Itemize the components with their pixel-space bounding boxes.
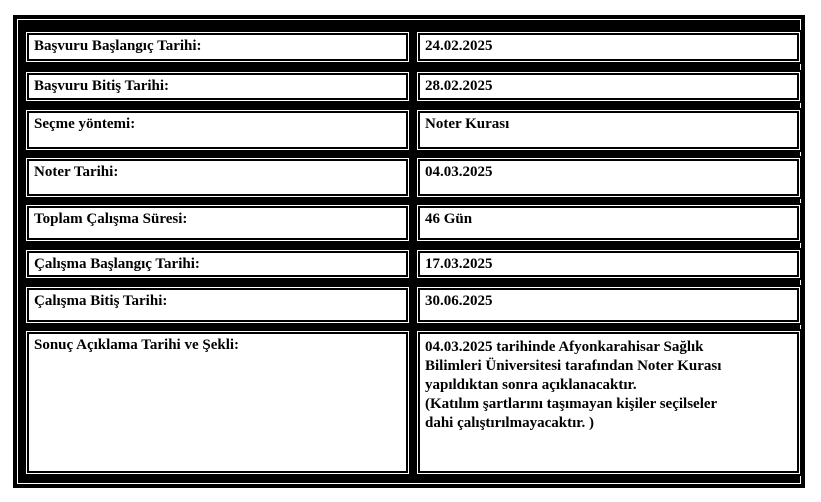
row-value: 46 Gün	[418, 206, 799, 240]
row-label: Toplam Çalışma Süresi:	[27, 206, 408, 240]
table-row-label-cell	[26, 110, 409, 150]
row-label: Sonuç Açıklama Tarihi ve Şekli:	[27, 332, 408, 473]
table-row-value-cell	[417, 205, 800, 241]
row-value: 04.03.2025	[418, 159, 799, 196]
row-value: 17.03.2025	[418, 251, 799, 277]
table-row-value-cell	[417, 287, 800, 323]
table-row-value-cell	[417, 32, 800, 62]
table-row-label-cell	[26, 250, 409, 278]
value-line: Bilimleri Üniversitesi tarafından Noter Kurası	[425, 358, 722, 374]
row-value: Noter Kurası	[418, 111, 799, 149]
table-row-label-cell	[26, 158, 409, 197]
row-value: 30.06.2025	[418, 288, 799, 322]
row-value: 28.02.2025	[418, 73, 799, 100]
row-value-multiline	[418, 332, 799, 473]
table-row-label-cell	[26, 205, 409, 241]
row-value: 24.02.2025	[418, 33, 799, 61]
table-row-value-cell	[417, 331, 800, 474]
table-row-label-cell	[26, 287, 409, 323]
value-line: 04.03.2025 tarihinde Afyonkarahisar Sağlık	[425, 339, 704, 355]
table-row-value-cell	[417, 110, 800, 150]
table-row-value-cell	[417, 158, 800, 197]
table-row-value-cell	[417, 250, 800, 278]
value-line: dahi çalıştırılmayacaktır. )	[425, 415, 595, 431]
row-label: Başvuru Bitiş Tarihi:	[27, 73, 408, 100]
value-line: (Katılım şartlarını taşımayan kişiler seçilseler	[425, 396, 718, 412]
table-row-value-cell	[417, 72, 800, 101]
table-row-label-cell	[26, 72, 409, 101]
table-row-label-cell	[26, 32, 409, 62]
row-label: Seçme yöntemi:	[27, 111, 408, 149]
row-label: Noter Tarihi:	[27, 159, 408, 196]
value-line: yapıldıktan sonra açıklanacaktır.	[425, 377, 637, 393]
row-label: Çalışma Başlangıç Tarihi:	[27, 251, 408, 277]
row-label: Başvuru Başlangıç Tarihi:	[27, 33, 408, 61]
info-table	[13, 15, 805, 488]
row-label: Çalışma Bitiş Tarihi:	[27, 288, 408, 322]
table-row-label-cell	[26, 331, 409, 474]
